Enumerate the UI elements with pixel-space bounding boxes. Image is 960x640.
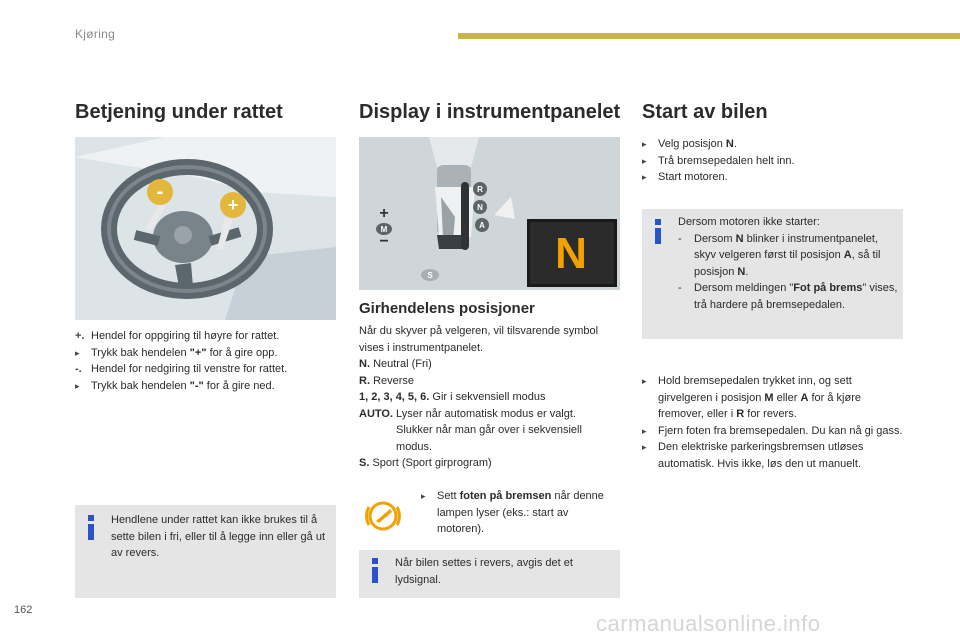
paddle-instructions: +. Hendel for oppgiring til høyre for rattet. ▸ Trykk bak hendelen "+" for å gire opp. -. Hendel for nedgiring til venstre for rattet. ▸ Trykk bak hendelen "-" for å gire ned. <box>75 330 288 392</box>
gear-label-n: N <box>477 203 483 212</box>
info-icon <box>371 558 379 583</box>
page-number: 162 <box>14 604 33 616</box>
gear-positions-subtitle: Girhendelens posisjoner <box>359 300 535 317</box>
svg-text:-: - <box>156 181 164 203</box>
right-info-box <box>642 209 903 339</box>
lever-minus-sign: − <box>379 233 389 250</box>
right-info-text: Dersom motoren ikke starter: - Dersom N blinker i instrumentpanelet, skyv velgeren først til posisjon A, så til posisjon N. - Dersom meldingen "Fot på brems" vises, trå hardere på bremsepedalen. <box>678 216 898 311</box>
section-header: Kjøring <box>75 27 116 41</box>
info-icon <box>87 515 95 540</box>
brake-warning-icon <box>362 495 404 537</box>
info-icon <box>654 219 662 244</box>
drive-off-steps: ▸ Hold bremsepedalen trykket inn, og sett girvelgeren i posisjon M eller A for å kjøre fremover, eller i R for revers. ▸ Fjern foten fra bremsepedalen. Du kan nå gi gass. ▸ Den elektriske parkeringsbremsen utløses automatisk. Hvis ikke, løs den ut manuelt. <box>642 375 903 470</box>
gear-label-m: M <box>380 225 388 234</box>
start-steps: ▸ Velg posisjon N. ▸ Trå bremsepedalen helt inn. ▸ Start motoren. <box>642 138 795 183</box>
gear-label-a: A <box>479 221 485 230</box>
svg-text:+: + <box>227 195 239 215</box>
watermark: carmanualsonline.info <box>596 611 821 636</box>
gear-label-r: R <box>477 185 483 194</box>
gear-lever-display-photo <box>359 137 620 290</box>
left-info-box <box>75 505 336 598</box>
display-gear-letter: N <box>555 229 587 278</box>
gear-positions-text: Når du skyver på velgeren, vil tilsvarende symbol vises i instrumentpanelet. N. Neutral (Fri) R. Reverse 1, 2, 3, 4, 5, 6. Gir i sekvensiell modus AUTO. Lyser når automatisk modus er valgt. Slukker når man går over i sekvensiell modus. S. Sport (Sport girprogram) <box>359 325 599 469</box>
middle-info-box <box>359 550 620 598</box>
header-accent-bar <box>458 33 960 39</box>
gear-label-s: S <box>427 271 433 280</box>
middle-column-title: Display i instrumentpanelet <box>359 101 621 123</box>
left-info-text: Hendlene under rattet kan ikke brukes til å sette bilen i fri, eller til å legge inn eller gå ut av revers. <box>111 514 326 559</box>
lever-plus-sign: + <box>379 205 389 222</box>
left-column-title: Betjening under rattet <box>75 101 283 123</box>
steering-wheel-photo <box>75 137 336 320</box>
brake-note: ▸ Sett foten på bremsen når denne lampen lyser (eks.: start av motoren). <box>421 490 604 535</box>
right-column-title: Start av bilen <box>642 101 768 123</box>
middle-info-text: Når bilen settes i revers, avgis det et lydsignal. <box>395 557 573 586</box>
